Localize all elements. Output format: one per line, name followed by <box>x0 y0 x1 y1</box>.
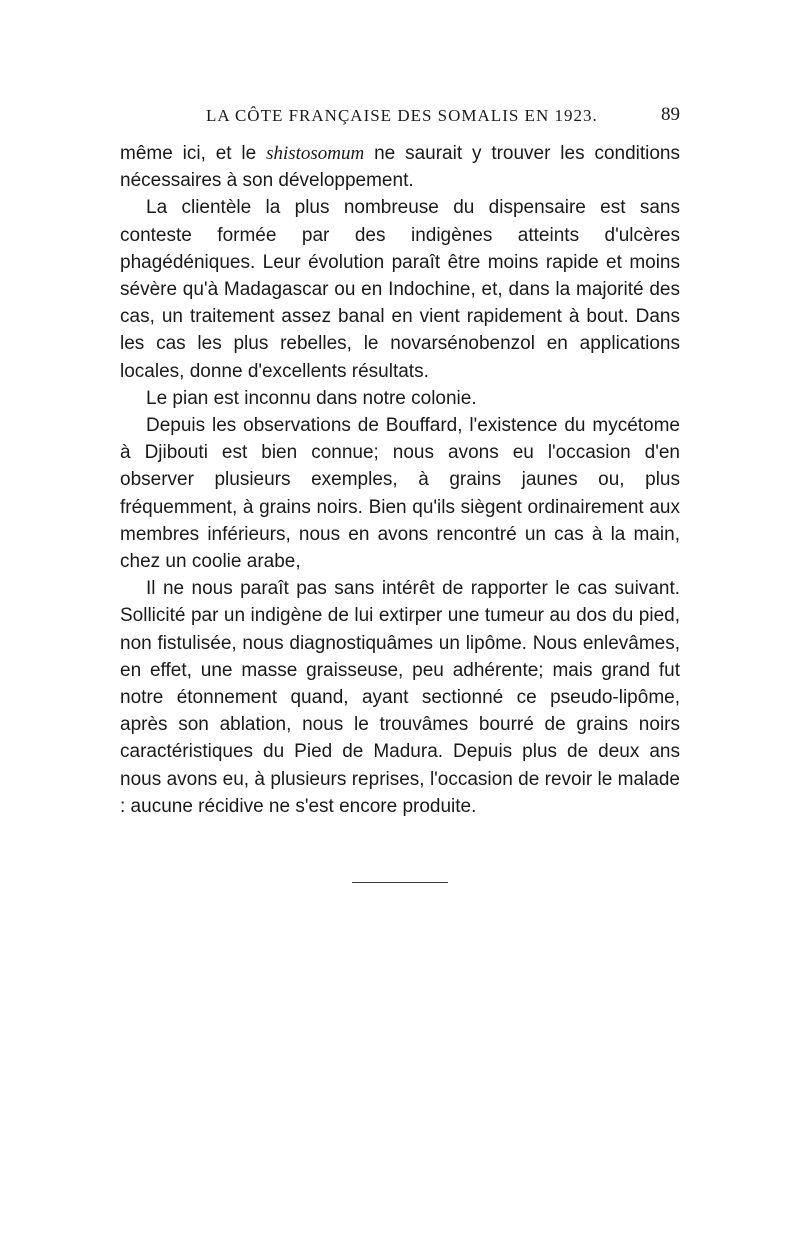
end-rule <box>352 882 448 883</box>
paragraph-case-report: Il ne nous paraît pas sans intérêt de rapporter le cas suivant. Sollicité par un indigène de lui extirper une tumeur au dos du pied, non fistulisée, nous diagnostiquâmes un lipôme. Nous enlevâmes, en effet, une masse graisseuse, peu adhérente; mais grand fut notre étonnement quand, ayant sectionné ce pseudo-lipôme, après son ablation, nous le trouvâmes bourré de grains noirs caractéristiques du Pied de Madura. Depuis plus de deux ans nous avons eu, à plusieurs reprises, l'occasion de revoir le malade : aucune récidive ne s'est encore produite. <box>120 578 680 817</box>
running-title: LA CÔTE FRANÇAISE DES SOMALIS EN 1923. <box>206 106 598 125</box>
body-text <box>120 140 680 820</box>
page-header <box>120 102 680 132</box>
page-number: 89 <box>661 104 680 125</box>
paragraph-text: ne saurait y trouver les conditions nécessaires à son développement. <box>120 143 681 192</box>
paragraph-pian: Le pian est inconnu dans notre colonie. <box>146 387 477 409</box>
paragraph-ulceres: La clientèle la plus nombreuse du dispensaire est sans conteste formée par des indigènes atteints d'ulcères phagédéniques. Leur évolution paraît être moins rapide et moins sévère qu'à Madagascar ou en Indochine, et, dans la majorité des cas, un traitement assez banal en vient rapidement à bout. Dans les cas les plus rebelles, le novarsénobenzol en applications locales, donne d'excellents résultats. <box>120 197 680 382</box>
paragraph-text: même ici, et le <box>120 143 267 164</box>
italic-term: shistosomum <box>266 143 365 164</box>
paragraph-continuation <box>120 140 680 194</box>
paragraph-mycetome: Depuis les observations de Bouffard, l'existence du mycétome à Djibouti est bien connue; nous avons eu l'occasion d'en observer plusieurs exemples, à grains jaunes ou, plus fréquemment, à grains noirs. Bien qu'ils siègent ordinairement aux membres inférieurs, nous en avons rencontré un cas à la main, chez un coolie arabe, <box>120 415 680 573</box>
